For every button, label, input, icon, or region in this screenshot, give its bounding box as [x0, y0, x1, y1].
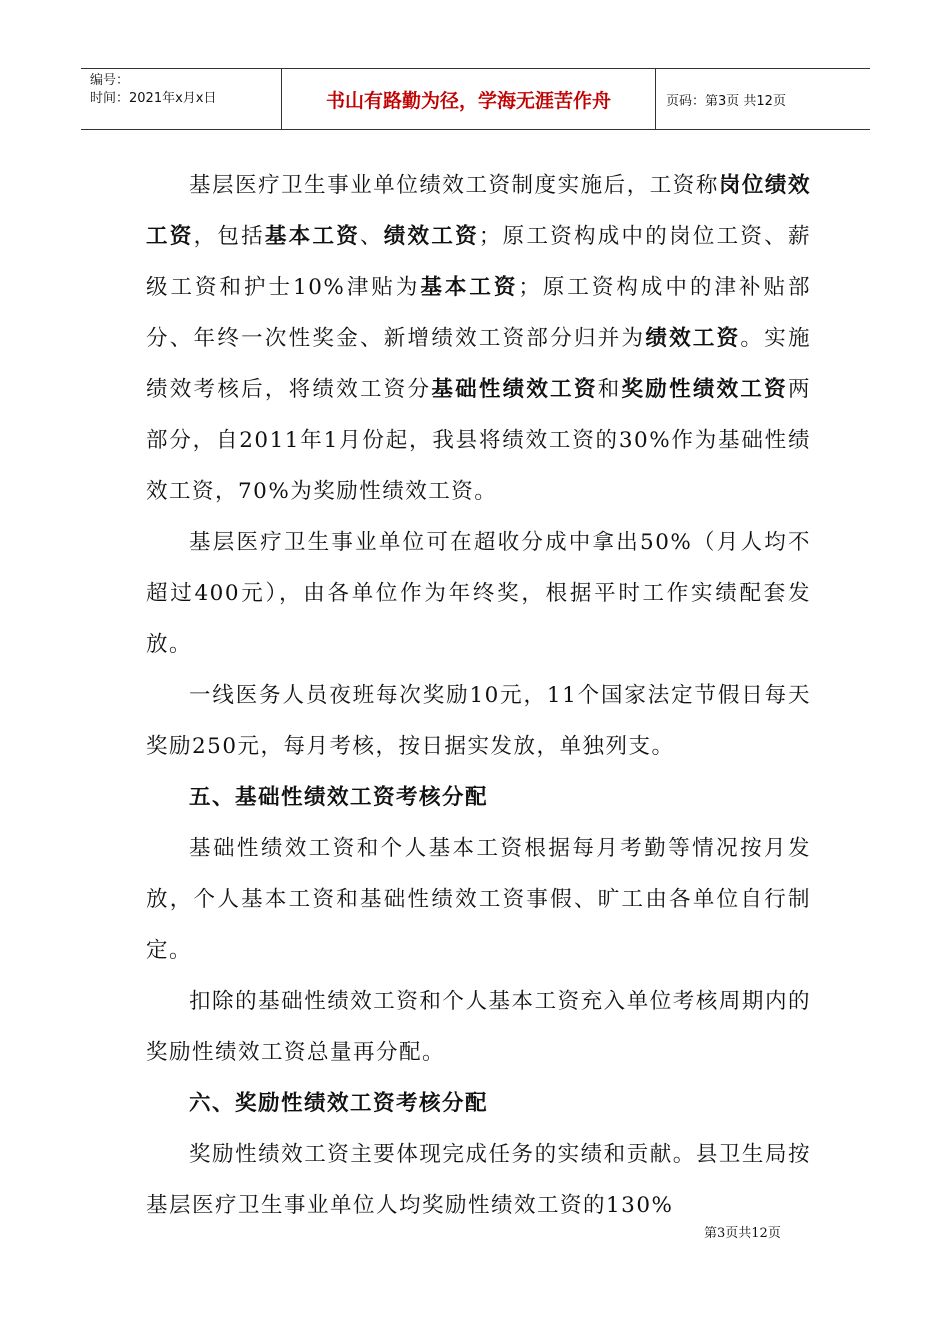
page-header [81, 68, 870, 130]
text-run: ，包括 [193, 224, 265, 249]
bold-term: 基本工资 [420, 275, 519, 300]
header-meta [81, 69, 282, 129]
header-motto: 书山有路勤为径，学海无涯苦作舟 [282, 69, 656, 129]
text-run: ；原工资构成中的津补贴部分、年终一次性奖金、新增绩效工资部分归并为 [146, 275, 811, 351]
number-label: 编号： [90, 73, 130, 88]
paragraph-basic-performance: 基础性绩效工资和个人基本工资根据每月考勤等情况按月发放，个人基本工资和基础性绩效工资事假、旷工由各单位自行制定。 [146, 836, 811, 963]
text-run: 、 [360, 224, 384, 249]
time-label: 时间：2021年x月x日 [90, 91, 217, 106]
text-run: 和 [597, 377, 622, 402]
section-heading-5: 五、基础性绩效工资考核分配 [189, 785, 489, 810]
text-run: ；原工资构成中的岗位工资、薪级工资和护士10%津贴为 [146, 224, 811, 300]
paragraph-salary-structure [146, 160, 811, 517]
paragraph-night-shift-bonus: 一线医务人员夜班每次奖励10元，11个国家法定节假日每天奖励250元，每月考核，按日据实发放，单独列支。 [146, 683, 811, 759]
text-run: 基层医疗卫生事业单位绩效工资制度实施后，工资称 [189, 173, 719, 198]
page-footer: 第3页共12页 [704, 1226, 781, 1241]
section-heading-6: 六、奖励性绩效工资考核分配 [189, 1091, 489, 1116]
header-page-info: 页码：第3页 共12页 [666, 93, 786, 109]
bold-term: 绩效工资 [645, 326, 741, 351]
bold-term: 基本工资 [264, 224, 360, 249]
text-run: 。实施绩效考核后，将绩效工资分 [146, 326, 811, 402]
bold-term: 基础性绩效工资 [431, 377, 598, 402]
paragraph-year-end-bonus: 基层医疗卫生事业单位可在超收分成中拿出50%（月人均不超过400元），由各单位作为年终奖，根据平时工作实绩配套发放。 [146, 530, 811, 657]
bold-term: 绩效工资 [383, 224, 479, 249]
bold-term: 岗位绩效工资 [146, 173, 811, 249]
bold-term: 奖励性绩效工资 [621, 377, 788, 402]
document-body [146, 160, 811, 1231]
paragraph-deduction: 扣除的基础性绩效工资和个人基本工资充入单位考核周期内的奖励性绩效工资总量再分配。 [146, 989, 811, 1065]
paragraph-incentive-performance: 奖励性绩效工资主要体现完成任务的实绩和贡献。县卫生局按基层医疗卫生事业单位人均奖励性绩效工资的130% [146, 1142, 811, 1218]
text-run: 两部分，自2011年1月份起，我县将绩效工资的30%作为基础性绩效工资，70%为奖励性绩效工资。 [146, 377, 811, 504]
